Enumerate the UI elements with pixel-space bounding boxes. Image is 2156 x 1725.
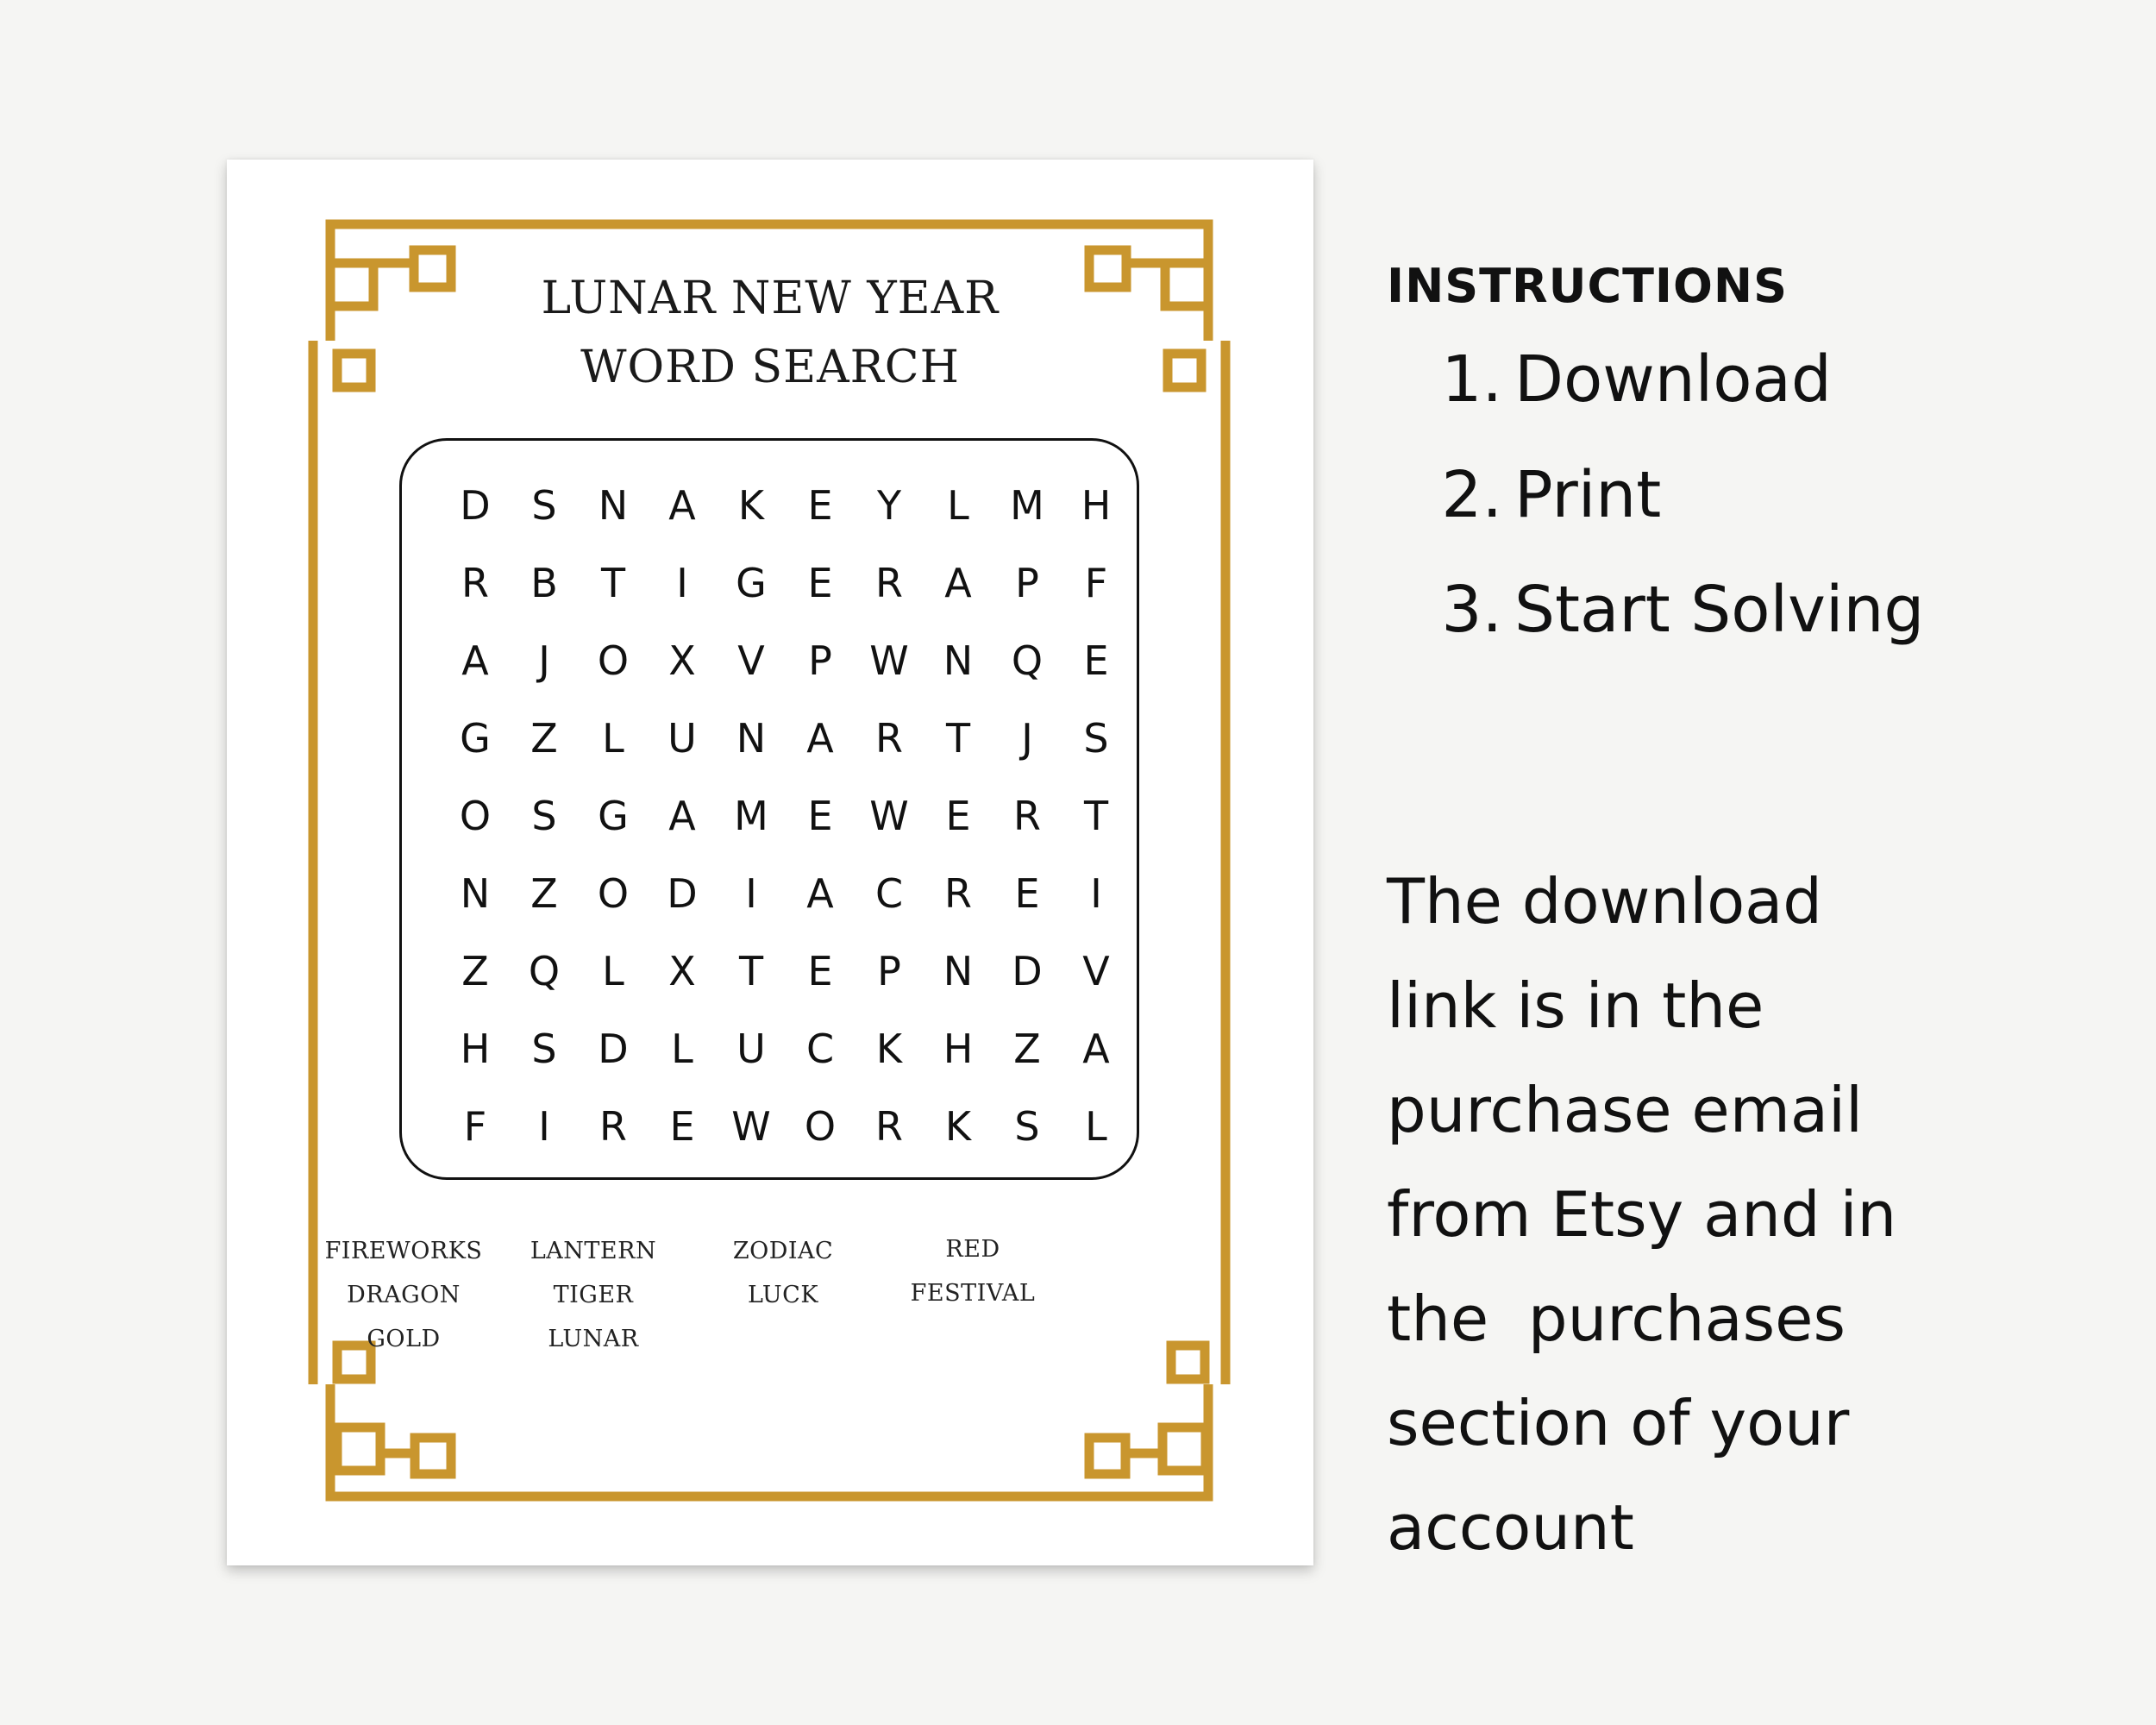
word-item: TIGER <box>553 1282 634 1308</box>
grid-letter: H <box>460 1026 491 1072</box>
grid-letter: X <box>668 948 696 994</box>
grid-letter: S <box>531 1026 557 1072</box>
word-item: RED <box>945 1236 1000 1263</box>
grid-letter: D <box>1012 948 1043 994</box>
step-text: Download <box>1514 342 1832 417</box>
grid-letter: I <box>538 1103 550 1150</box>
step-text: Print <box>1514 458 1662 532</box>
grid-letter: C <box>805 1026 835 1072</box>
grid-letter: L <box>1085 1103 1107 1150</box>
grid-letter: S <box>531 482 557 529</box>
grid-letter: K <box>875 1026 903 1072</box>
grid-letter: A <box>944 560 972 606</box>
word-list-column-2 <box>494 1229 693 1361</box>
grid-letter: P <box>1015 560 1039 606</box>
grid-letter: L <box>671 1026 693 1072</box>
grid-letter: E <box>807 948 833 994</box>
word-item: LUNAR <box>548 1326 639 1352</box>
word-item: FESTIVAL <box>910 1280 1036 1307</box>
grid-letter: K <box>944 1103 972 1150</box>
worksheet-title-line-2: WORD SEARCH <box>580 342 960 393</box>
grid-letter: R <box>461 560 489 606</box>
grid-letter: T <box>1083 793 1109 839</box>
grid-letter: H <box>1081 482 1112 529</box>
word-list-column-4 <box>874 1227 1072 1315</box>
worksheet-page <box>227 160 1313 1565</box>
note-line: purchase email <box>1387 1074 1863 1146</box>
grid-letter: S <box>531 793 557 839</box>
grid-letter: W <box>869 637 909 684</box>
grid-letter: V <box>1082 948 1110 994</box>
note-line: the purchases <box>1387 1283 1846 1355</box>
word-list-column-1 <box>304 1229 503 1361</box>
instruction-step-2 <box>1433 458 1661 532</box>
grid-letter: H <box>943 1026 974 1072</box>
step-number: 2. <box>1441 458 1502 532</box>
grid-letter: E <box>807 793 833 839</box>
grid-letter: D <box>667 870 698 917</box>
grid-letter: A <box>1082 1026 1110 1072</box>
grid-letter: N <box>943 948 974 994</box>
word-item: FIREWORKS <box>324 1238 483 1264</box>
instructions-heading: INSTRUCTIONS <box>1387 259 1788 313</box>
grid-letter: U <box>667 715 697 762</box>
grid-letter: M <box>734 793 768 839</box>
grid-letter: D <box>598 1026 629 1072</box>
grid-letter: J <box>538 637 550 684</box>
grid-letter: G <box>736 560 767 606</box>
step-number: 3. <box>1441 573 1502 647</box>
worksheet-title-line-1: LUNAR NEW YEAR <box>541 273 1000 324</box>
grid-letter: V <box>737 637 765 684</box>
grid-letter: C <box>874 870 904 917</box>
grid-letter: M <box>1010 482 1044 529</box>
word-item: LANTERN <box>530 1238 657 1264</box>
word-list-column-3 <box>684 1229 882 1317</box>
grid-letter: E <box>1083 637 1109 684</box>
step-text: Start Solving <box>1514 573 1925 647</box>
instruction-step-1 <box>1433 342 1832 417</box>
grid-letter: Y <box>876 482 902 529</box>
note-line: The download <box>1387 865 1822 938</box>
grid-letter: N <box>943 637 974 684</box>
grid-letter: O <box>804 1103 837 1150</box>
grid-letter: G <box>460 715 491 762</box>
grid-letter: N <box>460 870 491 917</box>
grid-letter: S <box>1014 1103 1040 1150</box>
grid-letter: T <box>738 948 764 994</box>
grid-letter: A <box>668 793 696 839</box>
word-item: DRAGON <box>347 1282 461 1308</box>
grid-letter: L <box>602 715 624 762</box>
grid-letter: E <box>807 482 833 529</box>
grid-letter: R <box>875 560 903 606</box>
grid-letter: E <box>1014 870 1040 917</box>
grid-letter: R <box>875 715 903 762</box>
download-note <box>1387 850 2146 1580</box>
grid-letter: S <box>1083 715 1109 762</box>
grid-letter: F <box>463 1103 487 1150</box>
grid-letter: P <box>808 637 832 684</box>
grid-letter: W <box>869 793 909 839</box>
grid-letter: L <box>602 948 624 994</box>
grid-letter: O <box>459 793 492 839</box>
grid-letter: U <box>736 1026 766 1072</box>
grid-letter: A <box>461 637 489 684</box>
note-line: account <box>1387 1491 1634 1564</box>
grid-letter: P <box>877 948 901 994</box>
letter-grid-box <box>399 438 1139 1180</box>
word-item: LUCK <box>747 1282 819 1308</box>
grid-letter: R <box>599 1103 627 1150</box>
note-line: section of your <box>1387 1387 1850 1459</box>
grid-letter: Q <box>1011 637 1044 684</box>
grid-letter: R <box>875 1103 903 1150</box>
grid-letter: I <box>1090 870 1102 917</box>
grid-letter: F <box>1084 560 1108 606</box>
grid-letter: A <box>668 482 696 529</box>
grid-letter: R <box>1013 793 1041 839</box>
instruction-step-3 <box>1433 573 1924 647</box>
note-line: from Etsy and in <box>1387 1178 1897 1251</box>
note-line: link is in the <box>1387 969 1764 1042</box>
grid-letter: D <box>460 482 491 529</box>
grid-letter: O <box>597 637 630 684</box>
grid-letter: O <box>597 870 630 917</box>
grid-letter: B <box>530 560 558 606</box>
grid-letter: L <box>947 482 969 529</box>
word-item: GOLD <box>367 1326 441 1352</box>
grid-letter: Q <box>528 948 561 994</box>
grid-letter: A <box>806 870 834 917</box>
grid-letter: Z <box>530 715 558 762</box>
grid-letter: X <box>668 637 696 684</box>
step-number: 1. <box>1441 342 1502 417</box>
grid-letter: E <box>945 793 971 839</box>
grid-letter: R <box>944 870 972 917</box>
grid-letter: I <box>676 560 688 606</box>
letter-grid <box>441 467 1131 1165</box>
grid-letter: Z <box>461 948 489 994</box>
grid-letter: Z <box>530 870 558 917</box>
grid-letter: N <box>598 482 629 529</box>
grid-letter: G <box>598 793 629 839</box>
grid-letter: T <box>945 715 971 762</box>
grid-letter: Z <box>1013 1026 1041 1072</box>
grid-letter: W <box>731 1103 771 1150</box>
grid-letter: E <box>669 1103 695 1150</box>
grid-letter: K <box>737 482 765 529</box>
word-item: ZODIAC <box>732 1238 834 1264</box>
grid-letter: A <box>806 715 834 762</box>
grid-letter: I <box>745 870 757 917</box>
grid-letter: N <box>736 715 767 762</box>
grid-letter: E <box>807 560 833 606</box>
grid-letter: T <box>600 560 626 606</box>
grid-letter: J <box>1021 715 1033 762</box>
